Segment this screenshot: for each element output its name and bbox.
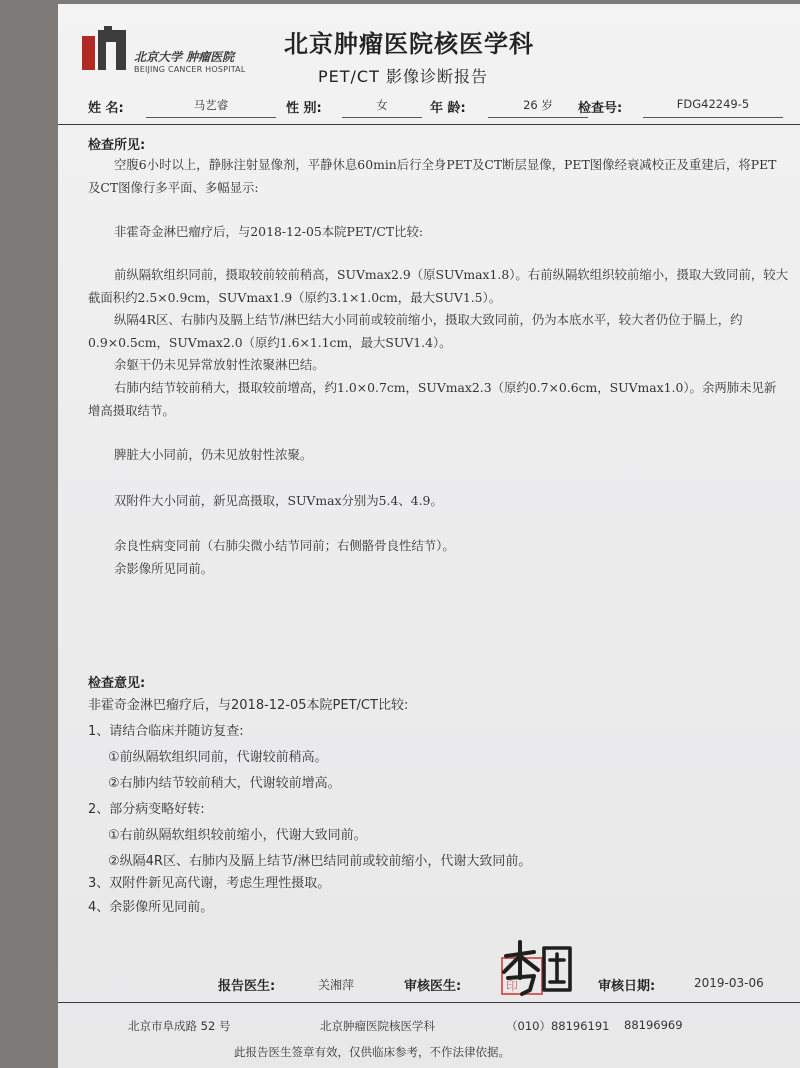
patient-age: 26 岁 (488, 97, 588, 118)
conclusion-line: 1、请结合临床并随访复查: (88, 724, 244, 739)
conclusion-line: ①前纵隔软组织同前，代谢较前稍高。 (108, 750, 328, 765)
report-doctor-name: 关湘萍 (318, 978, 355, 992)
hospital-logo-mark-icon (82, 26, 126, 70)
signoff-row (58, 968, 800, 998)
name-label: 姓 名: (88, 101, 124, 116)
findings-paragraph: 右肺内结节较前稍大，摄取较前增高，约1.0×0.7cm，SUVmax2.3（原约0.7×0.6cm，SUVmax1.0）。余两肺未见新增高摄取结节。 (88, 380, 777, 418)
findings-paragraph: 非霍奇金淋巴瘤疗后，与2018-12-05本院PET/CT比较: (114, 224, 424, 239)
patient-name: 马艺睿 (146, 97, 276, 118)
stamp-seal-text: 印 (506, 979, 519, 993)
review-date-label: 审核日期: (598, 979, 656, 994)
findings-paragraph: 双附件大小同前，新见高摄取，SUVmax分别为5.4、4.9。 (114, 493, 443, 508)
conclusion-line: ②纵隔4R区、右肺内及膈上结节/淋巴结同前或较前缩小，代谢大致同前。 (108, 854, 532, 869)
findings-paragraph: 纵隔4R区、右肺内及膈上结节/淋巴结大小同前或较前缩小，摄取大致同前，仍为本底水平，较大者仍位于膈上，约0.9×0.5cm，SUVmax2.0（原约1.6×1.1cm，最大SUV1.4）。 (88, 312, 743, 350)
findings-paragraph: 余躯干仍未见异常放射性浓聚淋巴结。 (114, 357, 325, 372)
findings-paragraph: 脾脏大小同前，仍未见放射性浓聚。 (114, 447, 313, 462)
review-doctor-label: 审核医生: (404, 979, 462, 994)
findings-heading: 检查所见: (88, 138, 146, 153)
footer-address: 北京市阜成路 52 号 (128, 1019, 231, 1033)
findings-paragraph: 空腹6小时以上，静脉注射显像剂，平静休息60min后行全身PET及CT断层显像，PET图像经衰减校正及重建后，将PET及CT图像行多平面、多幅显示: (88, 157, 777, 195)
logo-english-name: BEIJING CANCER HOSPITAL (134, 65, 246, 74)
review-date: 2019-03-06 (694, 976, 764, 990)
patient-info-row (88, 95, 788, 121)
footer-department: 北京肿瘤医院核医学科 (320, 1019, 435, 1033)
exam-number-label: 检查号: (578, 101, 623, 116)
findings-paragraph: 余良性病变同前（右肺尖微小结节同前；右侧骼骨良性结节）。 (114, 538, 455, 553)
logo-chinese-name: 北京大学 肿瘤医院 (134, 50, 235, 64)
header-divider (58, 124, 800, 125)
report-page (58, 4, 800, 1068)
report-title: PET/CT 影像诊断报告 (318, 67, 488, 86)
hospital-department-title: 北京肿瘤医院核医学科 (284, 30, 534, 58)
patient-sex: 女 (342, 97, 422, 118)
footer-disclaimer: 此报告医生签章有效，仅供临床参考，不作法律依据。 (234, 1045, 510, 1059)
report-doctor-label: 报告医生: (218, 979, 276, 994)
conclusion-line: ①右前纵隔软组织较前缩小，代谢大致同前。 (108, 828, 367, 843)
findings-paragraph: 余影像所见同前。 (114, 561, 214, 576)
findings-paragraph: 前纵隔软组织同前，摄取较前较前稍高，SUVmax2.9（原SUVmax1.8）。右前纵隔软组织较前缩小，摄取大致同前，较大截面积约2.5×0.9cm，SUVmax1.9（原约3.1×1.0cm，最大SUV1.5）。 (88, 267, 789, 305)
conclusion-heading: 检查意见: (88, 676, 146, 691)
conclusion-line: 3、双附件新见高代谢，考虑生理性摄取。 (88, 876, 331, 891)
conclusion-line: 非霍奇金淋巴瘤疗后，与2018-12-05本院PET/CT比较: (88, 698, 409, 713)
age-label: 年 龄: (430, 101, 466, 116)
conclusion-line: 2、部分病变略好转: (88, 802, 205, 817)
footer-phone-1: （010）88196191 (506, 1019, 610, 1033)
exam-number: FDG42249-5 (643, 97, 783, 118)
conclusion-line: 4、余影像所见同前。 (88, 900, 214, 915)
footer-phone-2: 88196969 (624, 1018, 683, 1032)
conclusion-line: ②右肺内结节较前稍大，代谢较前增高。 (108, 776, 341, 791)
footer-divider (58, 1002, 800, 1003)
sex-label: 性 别: (286, 101, 322, 116)
